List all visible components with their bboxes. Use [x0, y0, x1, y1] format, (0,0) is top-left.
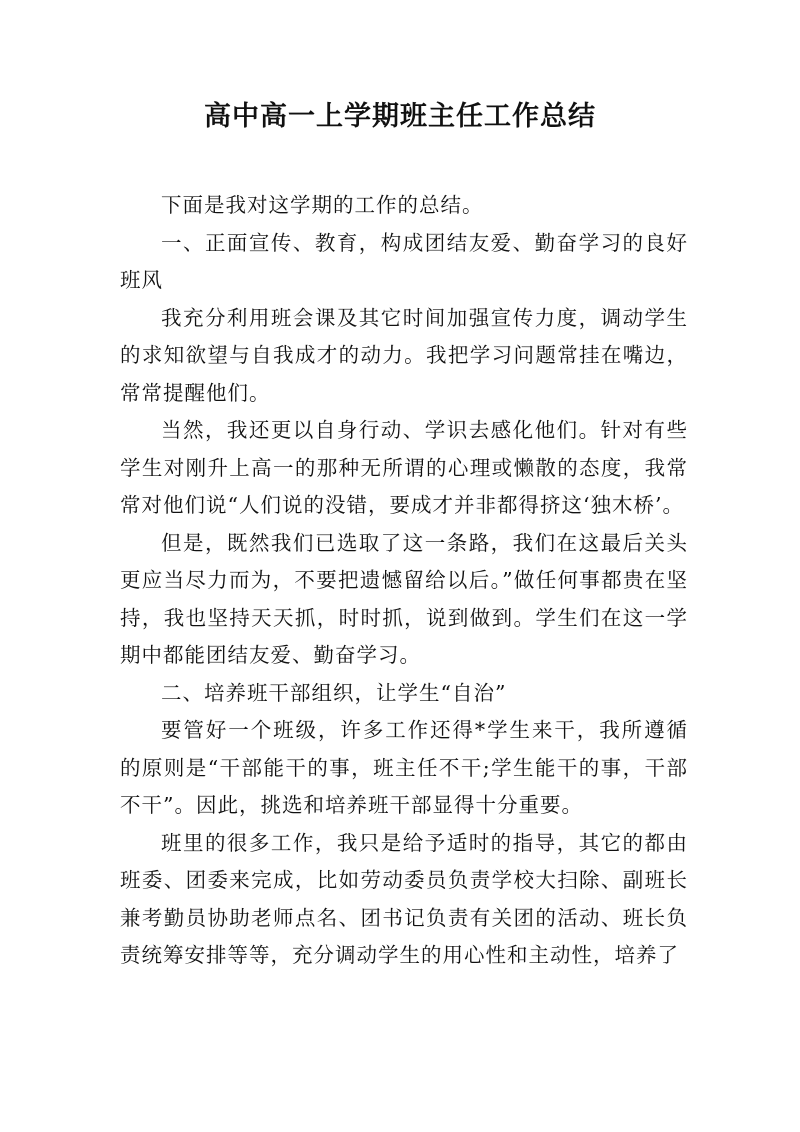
paragraph: 当然，我还更以自身行动、学识去感化他们。针对有些学生对刚升上高一的那种无所谓的心理或懒散的态度，我常常对他们说“人们说的没错，要成才并非都得挤这‘独木桥’。	[120, 418, 688, 517]
paragraph: 要管好一个班级，许多工作还得*学生来干，我所遵循的原则是“干部能干的事，班主任不干;学生能干的事，干部不干”。因此，挑选和培养班干部显得十分重要。	[120, 718, 688, 817]
paragraph: 班里的很多工作，我只是给予适时的指导，其它的都由班委、团委来完成，比如劳动委员负责学校大扫除、副班长兼考勤员协助老师点名、团书记负责有关团的活动、班长负责统筹安排等等，充分调动学生的用心性和主动性，培养了	[120, 830, 688, 967]
document-body	[120, 187, 688, 975]
paragraph: 我充分利用班会课及其它时间加强宣传力度，调动学生的求知欲望与自我成才的动力。我把学习问题常挂在嘴边，常常提醒他们。	[120, 305, 688, 405]
document-title: 高中高一上学期班主任工作总结	[204, 101, 596, 132]
section-heading-1: 一、正面宣传、教育，构成团结友爱、勤奋学习的良好班风	[120, 230, 688, 292]
paragraph: 但是，既然我们已选取了这一条路，我们在这最后关头更应当尽力而为，不要把遗憾留给以后。”做任何事都贵在坚持，我也坚持天天抓，时时抓，说到做到。学生们在这一学期中都能团结友爱、勤奋学习。	[120, 530, 688, 667]
section-heading-2: 二、培养班干部组织，让学生“自治”	[161, 680, 507, 705]
paragraph-intro: 下面是我对这学期的工作的总结。	[161, 193, 484, 217]
